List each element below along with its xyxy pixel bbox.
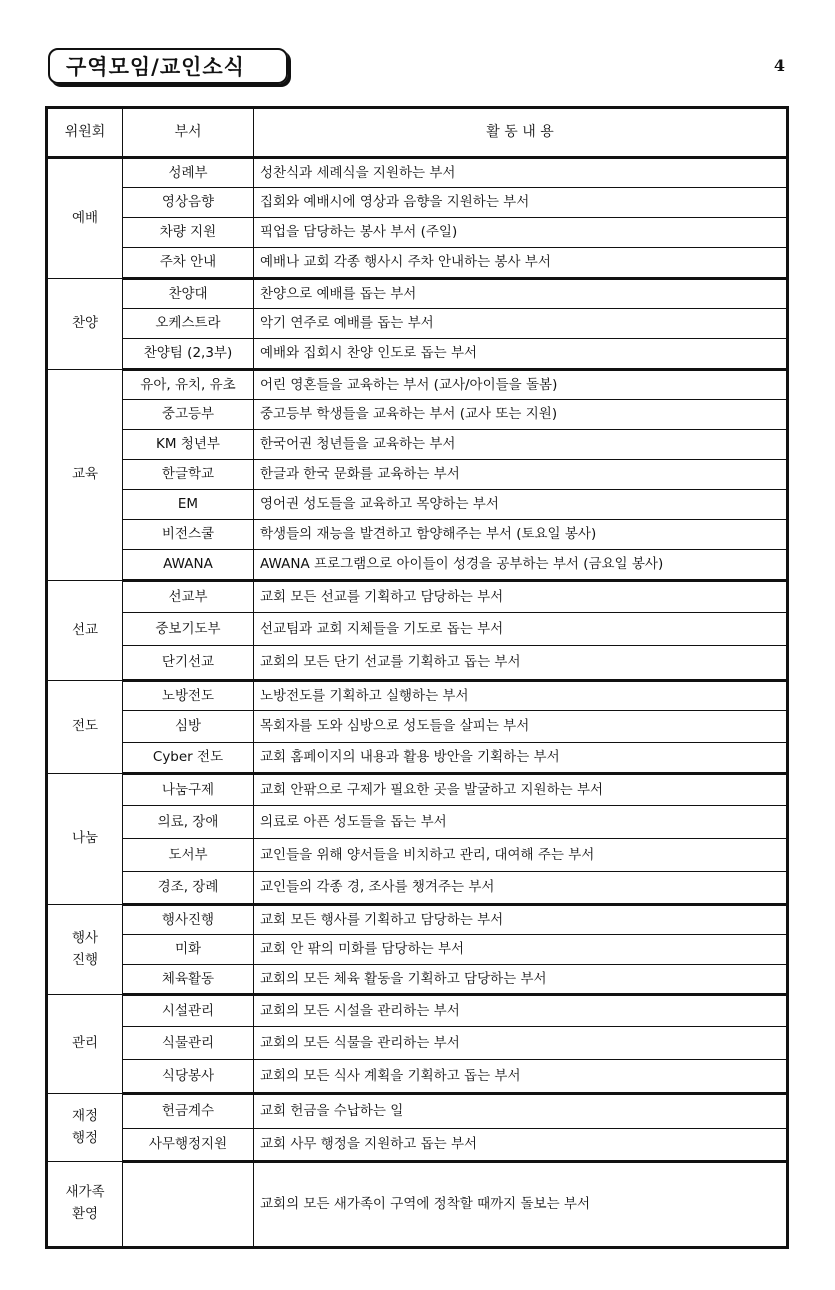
dept-cell: 주차 안내: [123, 248, 254, 279]
activity-cell: 집회와 예배시에 영상과 음향을 지원하는 부서: [254, 188, 788, 218]
dept-cell: 도서부: [123, 839, 254, 872]
activity-cell: 교인들을 위해 양서들을 비치하고 관리, 대여해 주는 부서: [254, 839, 788, 872]
activity-cell: 노방전도를 기획하고 실행하는 부서: [254, 681, 788, 711]
dept-cell: 시설관리: [123, 995, 254, 1027]
committee-cell: 관리: [47, 995, 123, 1094]
activity-cell: 교회 모든 행사를 기획하고 담당하는 부서: [254, 905, 788, 935]
activity-cell: 교회의 모든 단기 선교를 기획하고 돕는 부서: [254, 646, 788, 681]
committee-cell: 새가족 환영: [47, 1162, 123, 1248]
activity-cell: 예배와 집회시 찬양 인도로 돕는 부서: [254, 339, 788, 370]
table-row: [47, 550, 788, 581]
dept-cell: EM: [123, 490, 254, 520]
table-row: [47, 279, 788, 309]
dept-cell: [123, 1162, 254, 1248]
dept-cell: 경조, 장례: [123, 872, 254, 905]
dept-cell: 오케스트라: [123, 309, 254, 339]
dept-cell: 성례부: [123, 158, 254, 188]
activity-cell: 교회의 모든 체육 활동을 기획하고 담당하는 부서: [254, 965, 788, 995]
committee-cell: 전도: [47, 681, 123, 774]
activity-cell: 교회 모든 선교를 기획하고 담당하는 부서: [254, 581, 788, 613]
activity-cell: 어린 영혼들을 교육하는 부서 (교사/아이들을 돌봄): [254, 370, 788, 400]
table-row: [47, 460, 788, 490]
dept-cell: 영상음향: [123, 188, 254, 218]
activity-cell: 교회의 모든 식물을 관리하는 부서: [254, 1027, 788, 1060]
activity-cell: 교회 홈페이지의 내용과 활용 방안을 기획하는 부서: [254, 743, 788, 774]
committee-cell: 재정 행정: [47, 1094, 123, 1162]
activity-cell: 한글과 한국 문화를 교육하는 부서: [254, 460, 788, 490]
header-committee: 위원회: [47, 108, 123, 158]
table-row: [47, 935, 788, 965]
dept-cell: 헌금계수: [123, 1094, 254, 1129]
dept-cell: 한글학교: [123, 460, 254, 490]
activity-cell: 찬양으로 예배를 돕는 부서: [254, 279, 788, 309]
committee-cell: 행사 진행: [47, 905, 123, 995]
dept-cell: 차량 지원: [123, 218, 254, 248]
table-row: [47, 905, 788, 935]
activity-cell: 의료로 아픈 성도들을 돕는 부서: [254, 806, 788, 839]
dept-cell: 사무행정지원: [123, 1129, 254, 1162]
page-number: 4: [773, 56, 785, 75]
table-header-row: [47, 108, 788, 158]
table-row: [47, 218, 788, 248]
dept-cell: 체육활동: [123, 965, 254, 995]
table-row: [47, 774, 788, 806]
table-row: [47, 1060, 788, 1094]
table-row: [47, 839, 788, 872]
dept-cell: Cyber 전도: [123, 743, 254, 774]
committee-cell: 예배: [47, 158, 123, 279]
ministry-table: [45, 106, 789, 1249]
table-row: [47, 1094, 788, 1129]
table-row: [47, 339, 788, 370]
dept-cell: AWANA: [123, 550, 254, 581]
activity-cell: 픽업을 담당하는 봉사 부서 (주일): [254, 218, 788, 248]
table-row: [47, 646, 788, 681]
dept-cell: 나눔구제: [123, 774, 254, 806]
dept-cell: 식물관리: [123, 1027, 254, 1060]
dept-cell: 중보기도부: [123, 613, 254, 646]
activity-cell: 교회 안팎으로 구제가 필요한 곳을 발굴하고 지원하는 부서: [254, 774, 788, 806]
activity-cell: 교회의 모든 새가족이 구역에 정착할 때까지 돌보는 부서: [254, 1162, 788, 1248]
table-row: [47, 581, 788, 613]
header-dept: 부서: [123, 108, 254, 158]
table-row: [47, 158, 788, 188]
activity-cell: 교인들의 각종 경, 조사를 챙겨주는 부서: [254, 872, 788, 905]
dept-cell: 유아, 유치, 유초: [123, 370, 254, 400]
table-row: [47, 490, 788, 520]
activity-cell: 예배나 교회 각종 행사시 주차 안내하는 봉사 부서: [254, 248, 788, 279]
committee-cell: 선교: [47, 581, 123, 681]
table-row: [47, 743, 788, 774]
section-title: 구역모임/교인소식: [48, 48, 288, 84]
table-row: [47, 872, 788, 905]
dept-cell: 찬양팀 (2,3부): [123, 339, 254, 370]
table-row: [47, 1027, 788, 1060]
table-row: [47, 370, 788, 400]
activity-cell: 중고등부 학생들을 교육하는 부서 (교사 또는 지원): [254, 400, 788, 430]
activity-cell: 교회 안 팎의 미화를 담당하는 부서: [254, 935, 788, 965]
table-row: [47, 400, 788, 430]
dept-cell: 심방: [123, 711, 254, 743]
activity-cell: AWANA 프로그램으로 아이들이 성경을 공부하는 부서 (금요일 봉사): [254, 550, 788, 581]
table-row: [47, 995, 788, 1027]
activity-cell: 한국어권 청년들을 교육하는 부서: [254, 430, 788, 460]
table-row: [47, 520, 788, 550]
dept-cell: 선교부: [123, 581, 254, 613]
activity-cell: 선교팀과 교회 지체들을 기도로 돕는 부서: [254, 613, 788, 646]
dept-cell: 의료, 장애: [123, 806, 254, 839]
activity-cell: 목회자를 도와 심방으로 성도들을 살피는 부서: [254, 711, 788, 743]
committee-cell: 찬양: [47, 279, 123, 370]
dept-cell: 행사진행: [123, 905, 254, 935]
table-row: [47, 965, 788, 995]
table-row: [47, 613, 788, 646]
table-row: [47, 430, 788, 460]
activity-cell: 학생들의 재능을 발견하고 함양해주는 부서 (토요일 봉사): [254, 520, 788, 550]
header-activity: 활 동 내 용: [254, 108, 788, 158]
table-row: [47, 188, 788, 218]
dept-cell: 노방전도: [123, 681, 254, 711]
dept-cell: 찬양대: [123, 279, 254, 309]
table-row: [47, 711, 788, 743]
activity-cell: 교회의 모든 식사 계획을 기획하고 돕는 부서: [254, 1060, 788, 1094]
table-row: [47, 309, 788, 339]
dept-cell: KM 청년부: [123, 430, 254, 460]
dept-cell: 단기선교: [123, 646, 254, 681]
activity-cell: 영어권 성도들을 교육하고 목양하는 부서: [254, 490, 788, 520]
activity-cell: 교회 사무 행정을 지원하고 돕는 부서: [254, 1129, 788, 1162]
table-row: [47, 1129, 788, 1162]
dept-cell: 미화: [123, 935, 254, 965]
table-row: [47, 248, 788, 279]
table-row: [47, 1162, 788, 1248]
table-row: [47, 681, 788, 711]
dept-cell: 비전스쿨: [123, 520, 254, 550]
table-row: [47, 806, 788, 839]
committee-cell: 나눔: [47, 774, 123, 905]
dept-cell: 중고등부: [123, 400, 254, 430]
activity-cell: 교회 헌금을 수납하는 일: [254, 1094, 788, 1129]
activity-cell: 악기 연주로 예배를 돕는 부서: [254, 309, 788, 339]
activity-cell: 교회의 모든 시설을 관리하는 부서: [254, 995, 788, 1027]
activity-cell: 성찬식과 세례식을 지원하는 부서: [254, 158, 788, 188]
dept-cell: 식당봉사: [123, 1060, 254, 1094]
committee-cell: 교육: [47, 370, 123, 581]
